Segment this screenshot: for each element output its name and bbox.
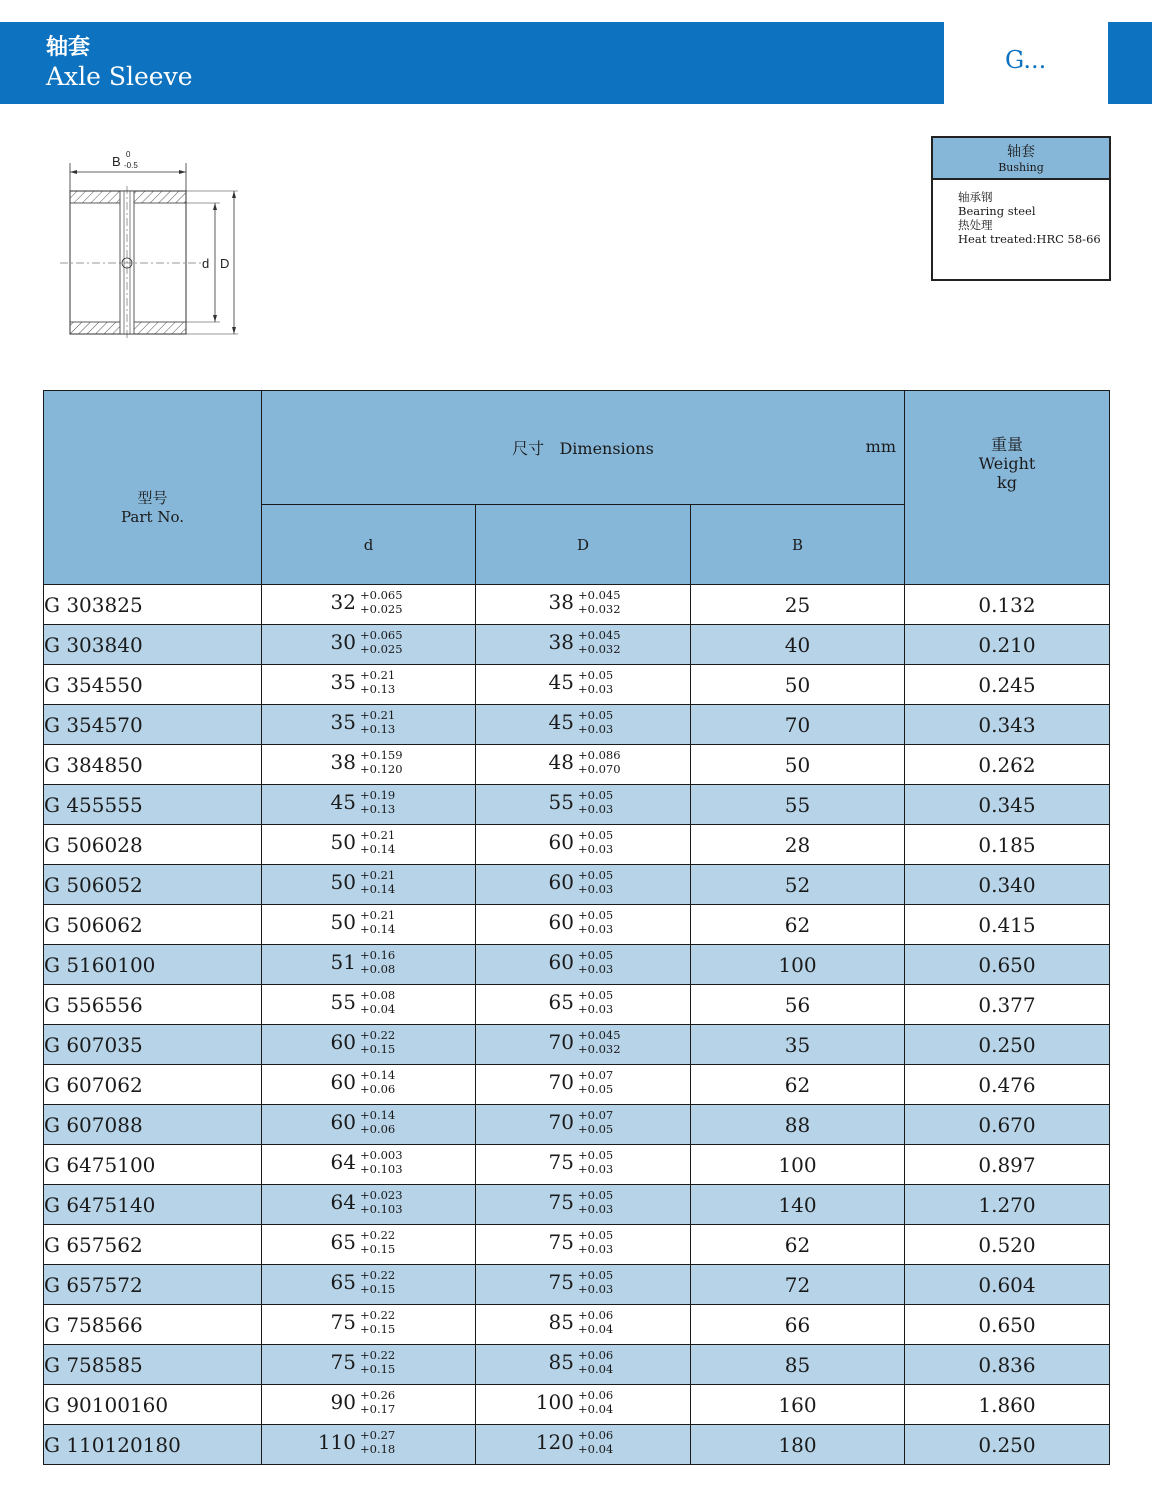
label-b-tol-lower: -0.5 <box>124 161 138 170</box>
D-value: 70 <box>548 1070 574 1094</box>
d-tol-lower: +0.15 <box>360 1322 396 1336</box>
d-value: 35 <box>330 710 356 734</box>
header-banner <box>0 22 944 104</box>
D-tol-lower: +0.04 <box>578 1322 614 1336</box>
D-tol-lower: +0.03 <box>578 1242 614 1256</box>
cell-d <box>262 1345 476 1385</box>
d-tol-lower: +0.04 <box>360 1002 396 1016</box>
table-row <box>44 1065 1110 1105</box>
d-value: 50 <box>330 870 356 894</box>
d-tol-upper: +0.14 <box>360 1108 396 1122</box>
cell-D <box>476 705 691 745</box>
D-tol-lower: +0.03 <box>578 962 614 976</box>
cell-part-no: G 384850 <box>44 745 262 785</box>
cell-part-no: G 506062 <box>44 905 262 945</box>
table-row <box>44 785 1110 825</box>
D-tol-lower: +0.03 <box>578 842 614 856</box>
d-tol-upper: +0.023 <box>360 1188 403 1202</box>
D-tol-upper: +0.05 <box>578 1268 614 1282</box>
D-tol-upper: +0.07 <box>578 1108 614 1122</box>
cell-B: 35 <box>691 1025 905 1065</box>
cell-B: 25 <box>691 585 905 625</box>
cell-D <box>476 625 691 665</box>
table-row <box>44 1185 1110 1225</box>
cell-D <box>476 785 691 825</box>
d-tol-lower: +0.15 <box>360 1242 396 1256</box>
cell-weight: 1.270 <box>905 1185 1110 1225</box>
cell-d <box>262 825 476 865</box>
D-value: 75 <box>548 1150 574 1174</box>
cell-B: 66 <box>691 1305 905 1345</box>
D-tol-upper: +0.05 <box>578 988 614 1002</box>
material-header <box>933 138 1109 180</box>
cell-part-no: G 758566 <box>44 1305 262 1345</box>
cell-weight: 0.836 <box>905 1345 1110 1385</box>
table-row <box>44 625 1110 665</box>
d-tol-upper: +0.14 <box>360 1068 396 1082</box>
d-tol-upper: +0.22 <box>360 1348 396 1362</box>
cell-weight: 0.520 <box>905 1225 1110 1265</box>
cell-D <box>476 825 691 865</box>
D-tol-upper: +0.086 <box>578 748 621 762</box>
d-tol-upper: +0.22 <box>360 1268 396 1282</box>
cell-part-no: G 5160100 <box>44 945 262 985</box>
cell-D <box>476 865 691 905</box>
cell-D <box>476 1345 691 1385</box>
cell-D <box>476 665 691 705</box>
cell-B: 55 <box>691 785 905 825</box>
table-row <box>44 945 1110 985</box>
cell-weight: 0.345 <box>905 785 1110 825</box>
d-value: 65 <box>330 1270 356 1294</box>
cell-d <box>262 1265 476 1305</box>
d-value: 64 <box>330 1150 356 1174</box>
table-row <box>44 1105 1110 1145</box>
d-tol-lower: +0.13 <box>360 802 396 816</box>
cell-D <box>476 1305 691 1345</box>
cell-d <box>262 905 476 945</box>
cell-weight: 1.860 <box>905 1385 1110 1425</box>
cell-part-no: G 90100160 <box>44 1385 262 1425</box>
table-row <box>44 1385 1110 1425</box>
dimensions-unit: mm <box>865 437 897 456</box>
D-tol-upper: +0.05 <box>578 1228 614 1242</box>
D-value: 38 <box>548 590 574 614</box>
header-col-d: d <box>262 505 476 585</box>
d-value: 60 <box>330 1030 356 1054</box>
d-tol-upper: +0.22 <box>360 1028 396 1042</box>
d-tol-lower: +0.103 <box>360 1162 403 1176</box>
table-row <box>44 745 1110 785</box>
material-line-3: 热处理 <box>958 218 993 232</box>
table-row <box>44 1265 1110 1305</box>
D-value: 45 <box>548 710 574 734</box>
spec-table <box>43 390 1110 1465</box>
d-tol-upper: +0.22 <box>360 1228 396 1242</box>
D-tol-lower: +0.03 <box>578 802 614 816</box>
cell-d <box>262 1225 476 1265</box>
label-d: d <box>202 256 210 271</box>
D-value: 75 <box>548 1190 574 1214</box>
label-b-tol-upper: 0 <box>126 150 131 159</box>
cell-B: 52 <box>691 865 905 905</box>
d-tol-upper: +0.26 <box>360 1388 396 1402</box>
d-value: 65 <box>330 1230 356 1254</box>
D-value: 55 <box>548 790 574 814</box>
header-tab <box>1108 22 1152 104</box>
table-row <box>44 1145 1110 1185</box>
table-row <box>44 985 1110 1025</box>
D-tol-lower: +0.03 <box>578 1282 614 1296</box>
table-row <box>44 825 1110 865</box>
cell-d <box>262 945 476 985</box>
cell-d <box>262 1385 476 1425</box>
D-tol-upper: +0.05 <box>578 668 614 682</box>
D-tol-lower: +0.032 <box>578 1042 621 1056</box>
D-tol-upper: +0.05 <box>578 908 614 922</box>
D-tol-lower: +0.05 <box>578 1122 614 1136</box>
cell-part-no: G 607088 <box>44 1105 262 1145</box>
page-title-en: Axle Sleeve <box>46 62 193 91</box>
cell-B: 140 <box>691 1185 905 1225</box>
d-tol-upper: +0.065 <box>360 588 403 602</box>
d-tol-upper: +0.16 <box>360 948 396 962</box>
cell-d <box>262 785 476 825</box>
cell-weight: 0.185 <box>905 825 1110 865</box>
header-col-D: D <box>476 505 691 585</box>
cell-weight: 0.670 <box>905 1105 1110 1145</box>
cell-B: 28 <box>691 825 905 865</box>
D-value: 85 <box>548 1350 574 1374</box>
D-tol-upper: +0.045 <box>578 588 621 602</box>
d-tol-lower: +0.103 <box>360 1202 403 1216</box>
cell-part-no: G 6475100 <box>44 1145 262 1185</box>
D-value: 120 <box>535 1430 574 1454</box>
cell-weight: 0.377 <box>905 985 1110 1025</box>
d-value: 45 <box>330 790 356 814</box>
D-tol-lower: +0.05 <box>578 1082 614 1096</box>
d-tol-lower: +0.06 <box>360 1122 396 1136</box>
d-tol-lower: +0.13 <box>360 722 396 736</box>
d-tol-lower: +0.17 <box>360 1402 396 1416</box>
d-tol-lower: +0.15 <box>360 1042 396 1056</box>
cell-weight: 0.250 <box>905 1425 1110 1465</box>
cell-B: 180 <box>691 1425 905 1465</box>
cell-weight: 0.897 <box>905 1145 1110 1185</box>
cell-d <box>262 865 476 905</box>
cell-d <box>262 585 476 625</box>
material-line-1: 轴承钢 <box>958 190 993 204</box>
cell-weight: 0.650 <box>905 945 1110 985</box>
cell-d <box>262 665 476 705</box>
cell-weight: 0.132 <box>905 585 1110 625</box>
table-row <box>44 1305 1110 1345</box>
D-tol-lower: +0.070 <box>578 762 621 776</box>
label-D: D <box>220 256 230 271</box>
cell-B: 160 <box>691 1385 905 1425</box>
D-value: 75 <box>548 1230 574 1254</box>
d-value: 38 <box>330 750 356 774</box>
cell-B: 85 <box>691 1345 905 1385</box>
cell-d <box>262 705 476 745</box>
D-value: 70 <box>548 1030 574 1054</box>
cell-B: 56 <box>691 985 905 1025</box>
D-value: 60 <box>548 830 574 854</box>
table-row <box>44 1225 1110 1265</box>
cell-d <box>262 1025 476 1065</box>
material-body <box>933 180 1109 246</box>
cell-part-no: G 758585 <box>44 1345 262 1385</box>
table-row <box>44 905 1110 945</box>
cell-part-no: G 110120180 <box>44 1425 262 1465</box>
D-tol-lower: +0.032 <box>578 602 621 616</box>
cell-D <box>476 945 691 985</box>
d-tol-upper: +0.21 <box>360 708 396 722</box>
d-tol-upper: +0.003 <box>360 1148 403 1162</box>
cell-weight: 0.245 <box>905 665 1110 705</box>
D-tol-lower: +0.03 <box>578 882 614 896</box>
table-row <box>44 865 1110 905</box>
D-tol-upper: +0.05 <box>578 708 614 722</box>
cell-B: 88 <box>691 1105 905 1145</box>
d-tol-upper: +0.22 <box>360 1308 396 1322</box>
d-tol-lower: +0.025 <box>360 602 403 616</box>
table-row <box>44 705 1110 745</box>
cell-part-no: G 607035 <box>44 1025 262 1065</box>
d-value: 75 <box>330 1310 356 1334</box>
cell-weight: 0.250 <box>905 1025 1110 1065</box>
cell-part-no: G 657562 <box>44 1225 262 1265</box>
D-tol-upper: +0.06 <box>578 1428 614 1442</box>
d-tol-upper: +0.21 <box>360 868 396 882</box>
D-tol-upper: +0.045 <box>578 628 621 642</box>
D-tol-lower: +0.03 <box>578 1162 614 1176</box>
d-tol-lower: +0.14 <box>360 882 396 896</box>
D-tol-upper: +0.06 <box>578 1388 614 1402</box>
D-value: 60 <box>548 910 574 934</box>
header-dimensions <box>262 391 905 505</box>
d-tol-upper: +0.21 <box>360 908 396 922</box>
d-tol-lower: +0.15 <box>360 1362 396 1376</box>
cell-weight: 0.343 <box>905 705 1110 745</box>
d-tol-lower: +0.025 <box>360 642 403 656</box>
material-title-zh: 轴套 <box>1007 144 1035 160</box>
d-value: 35 <box>330 670 356 694</box>
d-value: 32 <box>330 590 356 614</box>
cell-B: 100 <box>691 1145 905 1185</box>
table-row <box>44 665 1110 705</box>
d-tol-lower: +0.06 <box>360 1082 396 1096</box>
cell-weight: 0.415 <box>905 905 1110 945</box>
cell-B: 70 <box>691 705 905 745</box>
D-tol-lower: +0.03 <box>578 922 614 936</box>
cell-D <box>476 585 691 625</box>
D-tol-upper: +0.06 <box>578 1308 614 1322</box>
cell-D <box>476 1225 691 1265</box>
cell-part-no: G 506052 <box>44 865 262 905</box>
material-line-2: Bearing steel <box>958 204 1036 218</box>
cell-d <box>262 985 476 1025</box>
d-value: 30 <box>330 630 356 654</box>
D-value: 60 <box>548 950 574 974</box>
cell-D <box>476 1185 691 1225</box>
d-value: 64 <box>330 1190 356 1214</box>
cell-B: 62 <box>691 1065 905 1105</box>
cell-d <box>262 1425 476 1465</box>
d-tol-upper: +0.065 <box>360 628 403 642</box>
d-tol-upper: +0.21 <box>360 668 396 682</box>
cell-part-no: G 556556 <box>44 985 262 1025</box>
d-value: 51 <box>330 950 356 974</box>
cell-weight: 0.210 <box>905 625 1110 665</box>
cell-D <box>476 1025 691 1065</box>
D-value: 65 <box>548 990 574 1014</box>
d-tol-lower: +0.120 <box>360 762 403 776</box>
D-tol-upper: +0.05 <box>578 1188 614 1202</box>
d-tol-lower: +0.13 <box>360 682 396 696</box>
cell-D <box>476 985 691 1025</box>
cell-D <box>476 1265 691 1305</box>
table-row <box>44 1025 1110 1065</box>
d-tol-upper: +0.159 <box>360 748 403 762</box>
cell-D <box>476 1065 691 1105</box>
cell-part-no: G 607062 <box>44 1065 262 1105</box>
header-weight: 重量 Weight kg <box>905 391 1110 585</box>
cell-B: 50 <box>691 665 905 705</box>
cell-d <box>262 1305 476 1345</box>
D-tol-upper: +0.06 <box>578 1348 614 1362</box>
material-box <box>931 136 1111 281</box>
dimensions-title: 尺寸 Dimensions <box>512 439 654 458</box>
D-tol-lower: +0.04 <box>578 1362 614 1376</box>
cell-D <box>476 1385 691 1425</box>
series-code: G... <box>1005 46 1047 74</box>
D-tol-lower: +0.04 <box>578 1402 614 1416</box>
cell-d <box>262 1185 476 1225</box>
cell-part-no: G 354550 <box>44 665 262 705</box>
d-tol-upper: +0.08 <box>360 988 396 1002</box>
cell-weight: 0.476 <box>905 1065 1110 1105</box>
cell-weight: 0.650 <box>905 1305 1110 1345</box>
D-tol-lower: +0.03 <box>578 1002 614 1016</box>
cell-d <box>262 745 476 785</box>
d-value: 110 <box>317 1430 356 1454</box>
D-tol-upper: +0.05 <box>578 1148 614 1162</box>
d-value: 50 <box>330 910 356 934</box>
d-tol-lower: +0.14 <box>360 922 396 936</box>
cell-D <box>476 1145 691 1185</box>
d-value: 50 <box>330 830 356 854</box>
cell-B: 100 <box>691 945 905 985</box>
D-tol-upper: +0.07 <box>578 1068 614 1082</box>
cell-B: 72 <box>691 1265 905 1305</box>
cell-D <box>476 745 691 785</box>
d-value: 60 <box>330 1070 356 1094</box>
D-tol-upper: +0.045 <box>578 1028 621 1042</box>
d-value: 55 <box>330 990 356 1014</box>
D-tol-lower: +0.03 <box>578 722 614 736</box>
d-value: 75 <box>330 1350 356 1374</box>
D-tol-lower: +0.03 <box>578 1202 614 1216</box>
D-value: 85 <box>548 1310 574 1334</box>
D-tol-lower: +0.03 <box>578 682 614 696</box>
table-row <box>44 1425 1110 1465</box>
D-tol-upper: +0.05 <box>578 948 614 962</box>
cell-weight: 0.604 <box>905 1265 1110 1305</box>
D-value: 70 <box>548 1110 574 1134</box>
cell-part-no: G 6475140 <box>44 1185 262 1225</box>
cell-part-no: G 303825 <box>44 585 262 625</box>
cell-d <box>262 1065 476 1105</box>
material-line-4: Heat treated:HRC 58-66 <box>958 232 1101 246</box>
table-row <box>44 585 1110 625</box>
cell-weight: 0.340 <box>905 865 1110 905</box>
cell-B: 62 <box>691 1225 905 1265</box>
d-tol-upper: +0.21 <box>360 828 396 842</box>
header-part-no: 型号 Part No. <box>44 391 262 585</box>
D-value: 48 <box>548 750 574 774</box>
D-value: 38 <box>548 630 574 654</box>
cell-D <box>476 905 691 945</box>
D-tol-upper: +0.05 <box>578 788 614 802</box>
cell-part-no: G 455555 <box>44 785 262 825</box>
d-tol-lower: +0.14 <box>360 842 396 856</box>
d-tol-lower: +0.08 <box>360 962 396 976</box>
cell-part-no: G 303840 <box>44 625 262 665</box>
D-value: 100 <box>535 1390 574 1414</box>
D-tol-lower: +0.032 <box>578 642 621 656</box>
d-tol-upper: +0.27 <box>360 1428 396 1442</box>
table-row <box>44 1345 1110 1385</box>
cell-d <box>262 625 476 665</box>
cell-weight: 0.262 <box>905 745 1110 785</box>
page-title-zh: 轴套 <box>46 34 91 60</box>
cell-D <box>476 1425 691 1465</box>
cell-part-no: G 506028 <box>44 825 262 865</box>
sleeve-drawing <box>54 146 244 346</box>
cell-B: 40 <box>691 625 905 665</box>
D-tol-upper: +0.05 <box>578 868 614 882</box>
D-value: 60 <box>548 870 574 894</box>
header-col-B: B <box>691 505 905 585</box>
d-tol-lower: +0.15 <box>360 1282 396 1296</box>
D-value: 75 <box>548 1270 574 1294</box>
d-value: 60 <box>330 1110 356 1134</box>
cell-part-no: G 354570 <box>44 705 262 745</box>
D-tol-upper: +0.05 <box>578 828 614 842</box>
cell-d <box>262 1105 476 1145</box>
d-tol-upper: +0.19 <box>360 788 396 802</box>
cell-d <box>262 1145 476 1185</box>
d-value: 90 <box>330 1390 356 1414</box>
label-b: B <box>112 154 121 169</box>
cell-B: 62 <box>691 905 905 945</box>
material-title-en: Bushing <box>998 161 1044 174</box>
cell-D <box>476 1105 691 1145</box>
D-tol-lower: +0.04 <box>578 1442 614 1456</box>
cell-part-no: G 657572 <box>44 1265 262 1305</box>
D-value: 45 <box>548 670 574 694</box>
cell-B: 50 <box>691 745 905 785</box>
d-tol-lower: +0.18 <box>360 1442 396 1456</box>
